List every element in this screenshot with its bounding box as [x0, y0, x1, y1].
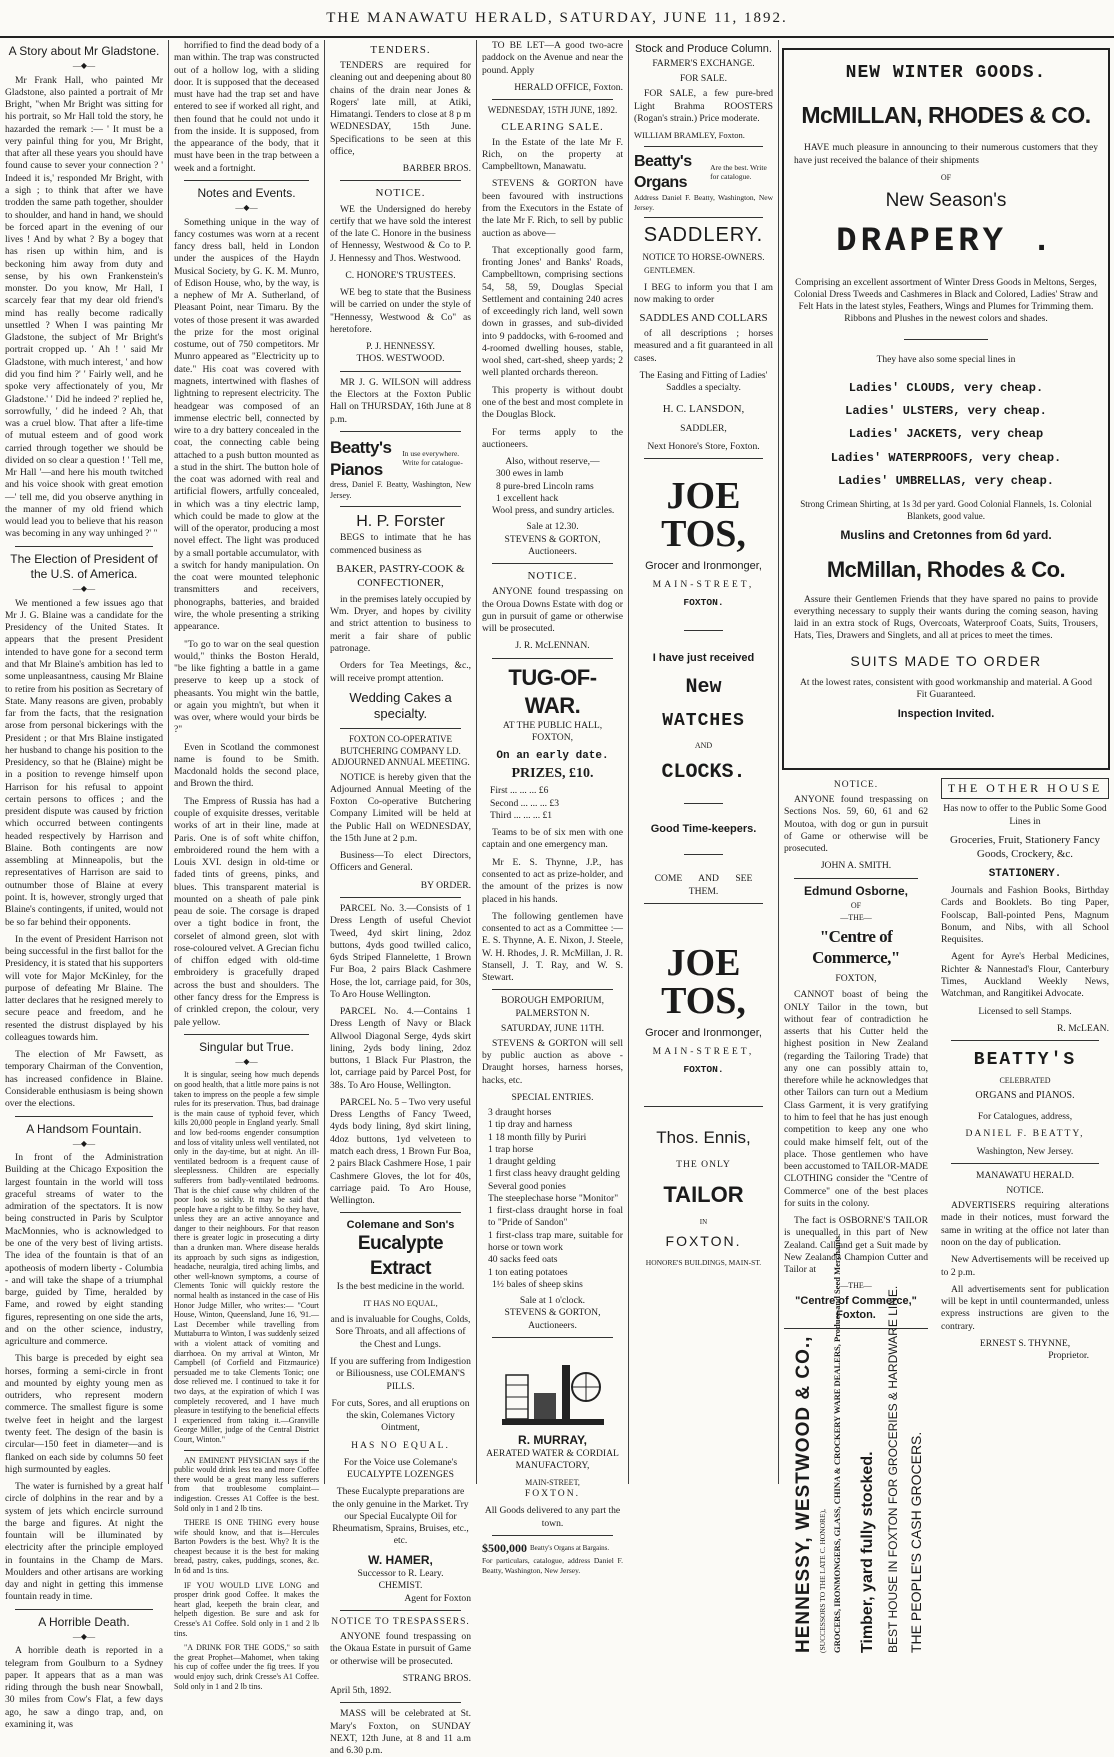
- divider: [340, 897, 461, 898]
- ad-title: CLOCKS.: [661, 760, 746, 784]
- machinery-engraving: [482, 1343, 623, 1429]
- ad-text: Agent for Ayre's Herbal Medicines, Richter & Nannestad's Flour, Canterbury Times, Auckland Weekly News, Watchman, and Rangitikei Advocate.: [941, 951, 1109, 1000]
- ad-title: JOE TOS,: [661, 941, 746, 1022]
- ad-address: dress, Daniel F. Beatty, Washington, New Jersey.: [330, 480, 471, 500]
- article-text: It is singular, seeing how much depends on good health, that a little more pains is not taken to impress on the people a few simple rules for its preservation. Thus, bad drainage is the main cause of typhoid fever, which kills 20,000 people in England yearly. Small and low bed-rooms engender consumption and loss of vitality unless well ventilated, not only in the day-time, but at night. An ill-ventilated bedroom is a frequent cause of sleeplessness. Children are especially sufferers from badly-ventilated bedrooms. That is the chief cause why children of the poor look so sickly. It may be said that people have a right to be filthy. So they have, unless they are an active annoyance and danger to their neighbours. For that reason there is greater logic in prosecuting a dirty than a drunken man. Where disease heralds its approach by such signs as indigestion, headache, neuralgia, tired aching limbs, and other well-known symptoms, a course of Clements Tonic will quickly restore the normal health as instanced in the case of His Honor Judge Miller, who writes:— "Court House, Winton, Queensland, June 16, '91.—Last December while travelling from Muttaburra to Winton, I was suddenly seized with a violent attack of vomiting and diarrhoea. On my arrival at Winton, Mr Campbell (of Corfield and Fitzmaurice) persuaded me to take Clements Tonic; one dose relieved me. I continued to take it for two days, at the expiration of which I was completely recovered, and I have much pleasure in testifying to the beneficial effects I experienced from taking it.—Granville George Miller, judge of the Central District Court, Winton.": [174, 1070, 319, 1444]
- divider: [184, 1450, 309, 1451]
- divider: [951, 1163, 1099, 1164]
- ad-signature: H. C. LANSDON,: [662, 403, 745, 416]
- list-item: 40 sacks feed oats: [488, 1254, 558, 1266]
- column-4: [477, 40, 628, 1575]
- sale-heading: SPECIAL ENTRIES.: [511, 1092, 594, 1103]
- ad-text: Has now to offer to the Public Some Good Lines in: [943, 803, 1107, 827]
- notice-heading: NOTICE.: [1006, 1186, 1044, 1197]
- column-3: [325, 40, 476, 1757]
- notice-text: That exceptionally good farm, fronting Jones' and Banks' Roads, Campbelltown, comprising sections 54, 58, 59, Douglas Special Settlement and containing 240 acres of exceedingly rich land, well sown down in grasses, and sub-divided into 9 paddocks, with 6-roomed and 4-roomed dwelling houses, stable, wool shed, cart-shed, sheep yards; 2 well planted orchards thereon.: [482, 244, 623, 379]
- notice-heading: ADJOURNED ANNUAL MEETING.: [331, 757, 470, 768]
- article-heading: A Handsom Fountain.: [26, 1121, 142, 1136]
- ad-line: Ladies' UMBRELLAS, very cheap.: [837, 474, 1055, 489]
- ad-text: FOR SALE, a few pure-bred Light Brahma ROOSTERS (Rogan's strain.) Price moderate.: [634, 88, 773, 124]
- vertical-ad-title: Timber, yard fully stocked.: [859, 1451, 876, 1653]
- divider: [492, 99, 613, 100]
- notice-heading: MANAWATU HERALD.: [976, 1170, 1074, 1181]
- ad-text: For cuts, Sores, and all eruptions on the skin, Colemanes Victory Ointment,: [331, 1397, 470, 1434]
- ad-text: CANNOT boast of being the ONLY Tailor in the town, but without fear of contradiction he asserts that his Cutter held the highest position in New Zealand (regarding the Tailoring Trade) that any one can possibly attain to, therefore while he acknowledges that other Tailors can turn out a Medium Class Garment, it is very gratifying to him to feel that he has just enough competition to keep any one who could make himself felt, out of the place. Those gentlemen who have been accustomed to TAILOR-MADE CLOTHING consider the "Centre of Commerce" one of the best places for suits in the colony.: [784, 989, 928, 1209]
- notice-signature: STEVENS & GORTON, Auctioneers.: [504, 533, 601, 557]
- article-text: Something unique in the way of fancy costumes was worn at a recent fancy dress ball, held in London under the auspices of the Haydn Musical Society, by G. K. M. Munro, of Edison House, who, by the way, is a nephew of Mr A. Sutherland, of Pleasant Point, near Timaru. By the votes of those present it was awarded the prize for the most original costume, out of 750 competitors. Mr Munro appeared as "Electricity up to date." His coat was covered with magnets, intertwined with flashes of lightning to represent electricity. The headgear was composed of an immense electric bell, connected by wire to a dry battery concealed in the coat, the connecting cable being attached to a push button mounted as a stud in the shirt. The button hole of the coat was adorned with real and artificial flowers, artfully concealed, in which was a tiny electric lamp, which could be made to glow at the will of the operator, producing a most novel effect. The light was produced by a small portable accumulator, with a switch for handy manipulation. On the coat were mounted telephonic transmitters and receivers, phonographs, batteries, and braided wire, the whole presenting a striking appearance.: [174, 216, 319, 633]
- divider: [684, 630, 723, 631]
- ad-title: TAILOR: [663, 1182, 744, 1208]
- notice-text: Sale at 1 o'clock.: [519, 1295, 586, 1307]
- masthead-title: THE MANAWATU HERALD, SATURDAY, JUNE 11, 1892.: [326, 10, 788, 26]
- ad-title: Edmund Osborne,: [803, 883, 908, 898]
- ad-text: DANIEL F. BEATTY,: [965, 1128, 1085, 1140]
- notice-heading: NOTICE.: [833, 780, 879, 790]
- ad-text: CELEBRATED: [999, 1076, 1051, 1086]
- divider: [340, 180, 461, 181]
- sale-heading: BOROUGH EMPORIUM, PALMERSTON N.: [501, 996, 604, 1019]
- notice-heading: NOTICE TO TRESPASSERS.: [331, 1616, 470, 1627]
- divider: [15, 546, 153, 547]
- ad-text: The following gentlemen have consented to act as a Committee :— E. S. Thynne, A. E. Nixon, J. Steele, W. H. Rhodes, J. R. McMillan, J. R. Stansell, J. T. Ray, and W. S. Stewart.: [482, 910, 623, 984]
- column-heading: Stock and Produce Column.: [635, 43, 772, 55]
- ad-title: Thos. Ennis,: [656, 1128, 751, 1148]
- ad-subtitle: Muslins and Cretonnes from 6d yard.: [840, 528, 1052, 543]
- ad-text: The Easing and Fitting of Ladies' Saddles a specialty.: [639, 369, 768, 394]
- ad-title: McMILLAN, RHODES & CO.: [801, 102, 1091, 129]
- ad-title: STATIONERY.: [988, 868, 1062, 881]
- ad-signature: WILLIAM BRAMLEY, Foxton.: [634, 130, 745, 141]
- ad-address: Address Daniel F. Beatty, Washington, New Jersey.: [634, 193, 773, 212]
- divider: [340, 506, 461, 507]
- ad-subtitle: Wedding Cakes a specialty.: [349, 689, 452, 722]
- list-item: 8 pure-bred Lincoln rams: [496, 480, 594, 492]
- article-heading: A Horrible Death.: [38, 1614, 130, 1629]
- ad-text: Good Time-keepers.: [650, 823, 757, 836]
- advert-text: "A DRINK FOR THE GODS," so saith the great Prophet—Mahomet, when taking his cup of coffee under the fig trees. If you would enjoy such, drink Cresse's A1 Coffee. Sold only in 1 and 2 lb tins.: [174, 1643, 319, 1691]
- ad-text: Mr E. S. Thynne, J.P., has consented to act as prize-holder, and the amount of the prizes is now placed in his hands.: [482, 856, 623, 905]
- list-item: 1 first-class draught horse in foal to "Pride of Sandon": [488, 1205, 623, 1229]
- ad-subtitle: Grocer and Ironmonger,: [645, 1026, 762, 1039]
- divider: [644, 903, 763, 904]
- article-text: Even in Scotland the commonest name is found to be Smith. Macdonald holds the second place, and Brown the third.: [174, 741, 319, 790]
- ad-subtitle: Grocer and Ironmonger,: [645, 560, 762, 573]
- sale-heading: CLEARING SALE.: [501, 120, 604, 133]
- notice-text: ANYONE found trespassing on Sections Nos. 59, 60, 61 and 62 Moutoa, with dog or gun in pursuit of Game or otherwise will be prosecuted.: [784, 794, 928, 855]
- ad-text: FOXTON.: [665, 1232, 742, 1249]
- ad-title: THE OTHER HOUSE: [941, 778, 1109, 799]
- column-1: [0, 40, 168, 1730]
- ornament-rule: —◆—: [235, 1057, 258, 1067]
- list-item: 300 ewes in lamb: [496, 468, 564, 480]
- list-item: 1 first class heavy draught gelding: [488, 1168, 620, 1180]
- ad-text: For Catalogues, address,: [977, 1111, 1073, 1123]
- ad-title: BEATTY'S: [973, 1050, 1077, 1071]
- ad-text: HONORE'S BUILDINGS, MAIN-ST.: [645, 1258, 762, 1268]
- ad-title: "Centre of Commerce,": [795, 1294, 917, 1307]
- notice-signature: Proprietor.: [1048, 1350, 1089, 1362]
- notice-signature: THOS. WESTWOOD.: [356, 353, 445, 365]
- ad-title: New: [685, 675, 722, 699]
- prize-row: First ... ... ... £6: [490, 785, 549, 797]
- article-text: horrified to find the dead body of a man within. The trap was constructed out of a hollow log, with a sliding door. It is supposed that the deceased must have had the trap set and have entered to see if worked all right, and then found that he could not undo it from the inside. It is supposed, from the appearance of the body, that it must have been in the trap between a week and a fortnight.: [174, 40, 319, 174]
- ad-signature: R. McLEAN.: [1057, 1022, 1109, 1034]
- ad-text: in the premises lately occupied by Wm. Dryer, and hopes by civility and strict attention to business to merit a fair share of public patronage.: [330, 593, 471, 654]
- list-item: 3 draught horses: [488, 1107, 552, 1119]
- ad-text: FOXTON.: [683, 597, 724, 609]
- ad-subtitle: SUITS MADE TO ORDER: [850, 652, 1042, 669]
- notice-signature: JOHN A. SMITH.: [820, 860, 892, 872]
- list-item: The steeplechase horse "Monitor": [488, 1192, 619, 1204]
- ad-text: Journals and Fashion Books, Birthday Cards and Booklets. Bo ting Paper, Foolscap, Ball-pointed Pens, Magnum Bonum, and Nibs, with all School Requisites.: [941, 885, 1109, 946]
- ad-text: MAIN-STREET,: [652, 1045, 755, 1057]
- notice-text: In the Estate of the late Mr F. Rich, on the property at Campbelltown, Manawatu.: [482, 136, 623, 173]
- notice-heading: FOXTON CO-OPERATIVE BUTCHERING COMPANY LD.: [340, 734, 461, 756]
- vertical-ad-text: THE PEOPLE'S CASH GROCERS.: [908, 1431, 924, 1653]
- notice-text: MR J. G. WILSON will address the Electors at the Foxton Public Hall on THURSDAY, 16th June at 8 p.m.: [330, 376, 471, 425]
- ad-side-text: In use everywhere. Write for catalogue-: [402, 449, 463, 467]
- advert-text: AN EMINENT PHYSICIAN says if the public would drink less tea and more Coffee there would be a great many less sufferers from that troublesome complaint—indigestion. Cresses A1 Coffee is the best. Sold only in 1 and 2 lb tins.: [174, 1455, 319, 1513]
- section-heading: FARMER'S EXCHANGE.: [652, 59, 755, 70]
- ad-subtitle: PRIZES, £10.: [511, 766, 594, 782]
- divider: [184, 1034, 309, 1035]
- ad-side-text: Are the best. Write for catalogue.: [710, 163, 767, 181]
- notice-signature: STEVENS & GORTON, Auctioneers.: [504, 1307, 601, 1331]
- notice-text: MASS will be celebrated at St. Mary's Foxton, on SUNDAY NEXT, 12th June, at 8 and 11 a.m and 6.30 p.m.: [330, 1708, 471, 1757]
- sale-date: WEDNESDAY, 15TH JUNE, 1892.: [487, 105, 618, 116]
- article-text: The Empress of Russia has had a couple of exquisite dresses, veritable works of art in their line, made at Paris. One is of soft white chiffon, embroidered round the hem with a Louis XVI. design in old-time or faded tints of greens, pinks, and blues. This transparent material is mounted on a sheath of pale pink peau de soie. The corsage is draped over a tight bodice in front, the corselet of almond green, slot with rose-coloured velvet. A Grecian fichu of chiffon edged with old-time embroidery is gracefully draped across the bust and shoulders. The other fancy dress for the Empress is of crinkled crepon, the colour, very pale yellow.: [174, 795, 319, 1028]
- ad-text: PARCEL No. 3.—Consists of 1 Dress Length of useful Cheviot Tweed, 4yd skirt lining, 2doz buttons, 4yds good twilled calico, 6yds Striped Flannelette, 1 Brown Fur Boa, 2 pairs Black Cashmere Hose, the lot, carriage paid, for 30s, To Aro House Wellington.: [330, 902, 471, 1000]
- notice-text: STEVENS & GORTON have been favoured with instructions from the Executors in the Estate of the late Mr F. Rich, to sell by public auction as above—: [482, 178, 623, 239]
- ad-title: WATCHES: [662, 711, 745, 732]
- notice-text: This property is without doubt one of the best and most complete in the Douglas Block.: [482, 384, 623, 421]
- article-text: The water is furnished by a great half circle of dolphins in the rear and by a system of jets which encircle surround the barge and figures. At night the fountain will be illuminated by electricity after the principle employed in fountains in the Champ de Mars. Moulders and other artisans are working day and night in getting this immense fountain ready in time.: [5, 1481, 163, 1603]
- prize-row: Second ... ... ... £3: [490, 797, 560, 809]
- machine-illustration-icon: [498, 1345, 608, 1429]
- article-text: The election of Mr Fawsett, as temporary Chairman of the Convention, has increased confidence in Blaine. Considerable enthusiasm is being shown over the elections.: [5, 1049, 163, 1110]
- divider: [492, 658, 613, 659]
- article-text: Mr Frank Hall, who painted Mr Gladstone, also painted a portrait of Mr Bright, "when Mr Bright was sitting for his portrait, so Mr Hall told the story, he hazarded the remark :— ' It must be a very painful thing for you, Mr Bright, that after all these years you should have found cause to sever your connection ? ' Indeed it is,' responded Mr Bright, with a sigh ; to think that after we have trodden the same path together, shoulder to shoulder, and hand in hand, we should be forced apart in the evening of our lives ! And by what ? By a bogey that has risen up within him, and is beckoning him away from duty and sense, by his own Frankenstein's monster. Do you know, Mr Hall, I scarcely fear that my dear old friend's mind has really become radically unsettled ? When I was painting Mr Gladstone, the subject of Mr Bright's portrait cropped up. ' Ah ! ' said Mr Gladstone, with much interest, ' and how did you find him ?' ' Fairly well, and he spoke very affectionately of you, Mr Gladstone.' ' Did he indeed ?' replied he, sorrowfully, ' did he indeed ? Ah, that was a cruel blow. That after a life-time of mutual esteem and of good work carried through together we should be divided on so clear a question ! ' Tell me, Mr Hall '—and here his mouth twitched and his voice shook with great emotion —' tell me, did you observe anything in the manner of my old friend which would lead you to believe that his reason was becoming in any way unhinged ?' ": [5, 74, 163, 540]
- ad-text: MAIN-STREET,: [525, 1477, 580, 1487]
- list-item: 1½ bales of sheep skins: [492, 1278, 583, 1290]
- divider: [644, 1106, 763, 1107]
- ad-text: I BEG to inform you that I am now making to order: [634, 281, 773, 305]
- ad-text: GENTLEMEN.: [644, 266, 695, 276]
- divider: [684, 854, 723, 855]
- ad-line: Ladies' WATERPROOFS, very cheap.: [830, 450, 1062, 465]
- beatty-pianos-ad: [330, 437, 471, 481]
- ad-title: TUG-OF-WAR.: [508, 664, 597, 718]
- vertical-ad-text: (SUCCESSORS TO THE LATE C. HONORE),: [818, 1508, 827, 1653]
- ornament-rule: —◆—: [235, 203, 258, 213]
- ad-text: I have just received: [652, 651, 755, 664]
- ad-title: H. P. Forster: [356, 512, 445, 530]
- ad-title: Colemane and Son's: [346, 1219, 455, 1232]
- ad-title: SADDLERY.: [643, 224, 764, 247]
- ad-text: Orders for Tea Meetings, &c., will receive prompt attention.: [330, 660, 471, 684]
- divider: [684, 803, 723, 804]
- ad-line: Ladies' JACKETS, very cheap: [848, 427, 1044, 442]
- ad-text: HAVE much pleasure in announcing to their numerous customers that they have just received the balance of their shipments: [794, 143, 1098, 166]
- ad-text: and is invaluable for Coughs, Colds, Sore Throats, and all affections of the Chest and Lungs.: [330, 1314, 471, 1350]
- advert-text: THERE IS ONE THING every house wife should know, and that is—Hercules Barton Powders is the best. Why? It is the cheapest because it is the best for making bread, pastry, cakes, puddings, scones, &c. In 6d and 1s tins.: [174, 1518, 319, 1576]
- list-item: 1 draught gelding: [488, 1156, 556, 1168]
- ad-text: HAS NO EQUAL.: [351, 1439, 450, 1451]
- notice-text: TENDERS are required for cleaning out and deepening about 80 chains of the drain near Jones & Rogers' late mill, at Atiki, Himatangi. Tenders to close at 8 p m WEDNESDAY, 15th June. Specifications to be seen at this office,: [330, 60, 471, 157]
- vertical-ad-title: HENNESSY, WESTWOOD & CO.,: [793, 1335, 814, 1653]
- divider: [340, 431, 461, 432]
- article-heading: A Story about Mr Gladstone.: [8, 44, 160, 58]
- sale-date: SATURDAY, JUNE 11TH.: [500, 1023, 605, 1034]
- divider: [794, 878, 918, 879]
- notice-text: TO BE LET—A good two-acre paddock on the Avenue and near the pound. Apply: [482, 40, 623, 76]
- ornament-rule: —◆—: [72, 1138, 96, 1148]
- list-item: 1 18 month filly by Puriri: [488, 1131, 587, 1143]
- ad-text: Comprising an excellent assortment of Winter Dress Goods in Meltons, Serges, Colonial Dress Tweeds and Cashmeres in Black and Colored, Ladies' Straw and Felt Hats in the latest styles, Feathers, Wings and Plumes for Trimming them. Ribbons and Plushes in the newest colors and shades.: [794, 277, 1098, 325]
- ad-text: AT THE PUBLIC HALL, FOXTON,: [502, 719, 603, 744]
- ad-subtitle: NOTICE TO HORSE-OWNERS.: [642, 251, 765, 262]
- divider: [492, 1535, 613, 1536]
- ad-text: At the lowest rates, consistent with good workmanship and material. A Good Fit Guaranteed.: [799, 677, 1093, 700]
- ornament-rule: —◆—: [72, 584, 96, 594]
- article-text: A horrible death is reported in a telegram from Goulburn to a Sydney paper. It appears that as a man was riding through the bush near Snowball, 30 miles from Cow's Flat, a few days ago, he saw a dingo trap, and, on examining it, was: [5, 1645, 163, 1730]
- ad-subtitle: SADDLES AND COLLARS: [639, 312, 768, 325]
- notice-date: April 5th, 1892.: [330, 1685, 392, 1697]
- ad-text: Assure their Gentlemen Friends that they have spared no pains to provide everything necessary to supply their wants during the coming season, having laid in an extra stock of Rugs, Overcoats, Waterproof Coats, Suits, Trousers, Hats, Ties, Drawers and Singlets, and all at prices to meet the times.: [794, 594, 1098, 642]
- ornament-rule: —◆—: [72, 61, 96, 71]
- ad-address: For particulars, catalogue, address Daniel F. Beatty, Washington, New Jersey.: [482, 1556, 623, 1575]
- notice-signature: P. J. HENNESSY.: [366, 341, 435, 353]
- ad-text: Teams to be of six men with one captain and one emergency man.: [482, 827, 623, 851]
- notice-signature: C. HONORE'S TRUSTEES.: [345, 269, 456, 281]
- notice-text: NOTICE is hereby given that the Adjourned Annual Meeting of the Foxton Co-operative Butchering Company Limited will be held at the Public Hall on WEDNESDAY, the 15th June at 2 p.m.: [330, 771, 471, 844]
- divider: [492, 1337, 613, 1338]
- column-2: [169, 40, 324, 1691]
- divider: [340, 1702, 461, 1703]
- article-text: In the event of President Harrison not being successful in the first ballot for the Presidency, it is stated that his supporters will vote for Major McKinley, for the purpose of defeating Mr Blaine. The latter declares that he resigned merely to secure peace and freedom, and he resented the distrust displayed by his colleagues towards him.: [5, 933, 163, 1043]
- ad-title: Beatty's Organs: [634, 153, 692, 191]
- divider: [904, 339, 988, 340]
- ad-text: Is the best medicine in the world.: [336, 1281, 465, 1293]
- notice-text: Sale at 12.30.: [526, 521, 579, 533]
- mcmillan-advert: [782, 48, 1110, 770]
- notice-text: All advertisements sent for publication will be kept in until countermanded, unless express instructions are given to the contrary.: [941, 1283, 1109, 1332]
- notice-text: WE beg to state that the Business will be carried on under the style of "Hennessy, Westwood & Co" as heretofore.: [330, 287, 471, 335]
- divider: [644, 458, 763, 459]
- notice-signature: HERALD OFFICE, Foxton.: [514, 81, 623, 93]
- beatty-organs-ad: [482, 1541, 623, 1556]
- prize-row: Third ... ... ... £1: [490, 809, 553, 821]
- notice-text: Business—To elect Directors, Officers and General.: [330, 850, 471, 874]
- ad-text: The fact is OSBORNE'S TAILOR is unequalled in this part of New Zealand. Call and get a Suit made by New Zealand's Champion Cutter and Tailor at: [784, 1215, 928, 1276]
- list-item: Several good ponies: [488, 1180, 566, 1192]
- list-item: 1 trap horse: [488, 1143, 534, 1155]
- divider: [15, 1116, 153, 1117]
- ad-text: OF: [850, 901, 862, 911]
- article-heading: Singular but True.: [199, 1039, 294, 1054]
- ad-subtitle: BAKER, PASTRY-COOK & CONFECTIONER,: [336, 562, 465, 589]
- ad-line: Ladies' CLOUDS, very cheap.: [848, 380, 1044, 395]
- ad-side-text: Beatty's Organs at Bargains.: [530, 1543, 610, 1552]
- notice-text: ANYONE found trespassing on the Oroua Downs Estate with dog or gun in pursuit of game or otherwise will be prosecuted.: [482, 586, 623, 635]
- divider: [644, 217, 763, 218]
- notice-signature: ERNEST S. THYNNE,: [979, 1337, 1071, 1349]
- divider: [184, 180, 309, 181]
- beatty-organs-ad: [634, 152, 773, 193]
- notice-text: New Advertisements will be received up to 2 p.m.: [941, 1254, 1109, 1278]
- divider: [492, 989, 613, 990]
- ad-text: All Goods delivered to any part the town.: [484, 1505, 621, 1529]
- divider: [784, 1328, 928, 1329]
- ad-text: They have also some special lines in: [876, 355, 1016, 366]
- ad-text: Next Honore's Store, Foxton.: [647, 440, 760, 452]
- article-text: We mentioned a few issues ago that Mr J. G. Blaine was a candidate for the Presidency of the United States. It appears that the present President intended to have gone for a second term and that Mr Blaine's ambition has led to some unpleasantness, causing Mr Blaine to retire from his position as Secretary of State. Many reasons are given, probably far from the facts, that the resignation arose from personal bickerings with the President ; or that Mrs Blaine instigated her husband to change his position to the Presidency, so that he (Blaine) might be in a position to revenge himself upon Harrison for his refusal to appoint certain persons to offices ; and the president dispute was caused by friction which occurred between contingents headed respectively by Harrison and Blaine. Both contingents are now assembling at Minneapolis, but the representatives of Harrison are said to outnumber those of Blaine at every point. It is, however, strongly urged that Blaine's contingents, if united, would not be so far behind their opponents.: [5, 597, 163, 928]
- ad-title: Foxton.: [836, 1308, 876, 1321]
- ad-text: FOXTON.: [524, 1487, 581, 1499]
- notice-text: STEVENS & GORTON will sell by public auction as above - Draught horses, harness horses, hacks, etc.: [482, 1037, 623, 1086]
- notice-signature: BARBER BROS.: [402, 163, 471, 175]
- notice-heading: NOTICE.: [527, 570, 578, 583]
- list-item: Wool press, and sundry articles.: [492, 505, 615, 517]
- column-8: [936, 776, 1114, 1484]
- ad-title: $500,000: [482, 1540, 527, 1555]
- section-heading: FOR SALE.: [680, 74, 727, 85]
- notice-signature: J. R. McLENNAN.: [515, 640, 590, 652]
- ad-text: Washington, New Jersey.: [976, 1145, 1074, 1157]
- ad-title: NEW WINTER GOODS.: [845, 63, 1047, 83]
- ad-text: For the Voice use Colemane's EUCALYPTE LOZENGES: [343, 1456, 458, 1481]
- ad-title: New Season's: [885, 190, 1007, 212]
- ad-text: COME AND SEE THEM.: [654, 873, 753, 897]
- vertical-ad-text: GROCERS, IRONMONGERS, GLASS, CHINA & CROCKERY WARE DEALERS, Produce and Seed Merchants.: [832, 1233, 842, 1653]
- ad-subtitle: On an early date.: [496, 750, 609, 763]
- divider: [340, 1610, 461, 1611]
- notice-text: Also, without reserve,—: [505, 456, 600, 468]
- ad-text: Strong Crimean Shirting, at 1s 3d per yard. Good Colonial Flannels, 1s. Colonial Blankets, good value.: [800, 499, 1092, 521]
- notice-heading: TENDERS.: [370, 44, 431, 56]
- list-item: 1 excellent hack: [496, 492, 559, 504]
- ad-text: —THE—: [840, 913, 872, 923]
- ad-text: AND: [694, 741, 713, 751]
- ad-text: If you are suffering from Indigestion or Biliousness, use COLEMAN'S PILLS.: [330, 1355, 471, 1392]
- divider: [644, 146, 763, 147]
- list-item: 1 ton eating potatoes: [488, 1266, 568, 1278]
- ad-text: FOXTON,: [835, 973, 877, 985]
- list-item: 1 first-class trap mare, suitable for horse or town work: [488, 1229, 623, 1253]
- ad-text: PARCEL No. 5 – Two very useful Dress Lengths of Fancy Tweed, 4yds body lining, 8yd skirt lining, 4doz buttons, 1yd velveteen to match each dress, 1 Brown Fur Boa, 2 pairs Black Cashmere Hose, 1 pair Cashmere Gloves, the lot for 40s, carriage paid. To Aro House, Wellington.: [330, 1096, 471, 1207]
- ad-text: CHEMIST.: [378, 1580, 423, 1592]
- notice-text: ADVERTISERS requiring alterations made in their notices, must forward the same in writing at the office not later than noon on the day of publication.: [941, 1200, 1109, 1249]
- vertical-ad-text: BEST HOUSE IN FOXTON FOR GROCERIES & HARDWARE LINE.: [886, 1285, 900, 1653]
- ad-text: —THE—: [840, 1281, 872, 1291]
- ad-title: Beatty's Pianos: [330, 437, 392, 479]
- divider: [340, 371, 461, 372]
- ad-title: R. MURRAY,: [518, 1432, 587, 1447]
- article-text: This barge is preceded by eight sea horses, forming a semi-circle in front and mounted by eighty young men as outriders, who represent modern commerce. The smallest figure is some twelve feet in height and the largest twenty feet. The design of the basin is circular—150 feet in diameter—and is flanked on each side by columns 50 feet high surmounted by eagles.: [5, 1353, 163, 1475]
- article-heading: The Election of President of the U.S. of America.: [10, 551, 158, 582]
- ad-text: ORGANS and PIANOS.: [975, 1090, 1075, 1102]
- ad-line: Ladies' ULSTERS, very cheap.: [845, 403, 1047, 418]
- notice-text: ANYONE found trespassing on the Okaua Estate in pursuit of Game or otherwise will be prosecuted.: [330, 1631, 471, 1667]
- article-text: In front of the Administration Building at the Chicago Exposition the largest fountain in the world will toss graceful streams of water to the admiration of the spectators. It is now being constructed in Paris by Sculptor MacMonnies, who is acknowledged to be one of the very best of living artists. The idea of the fountain is that of an apotheosis of modern liberty - Columbia - and will take the shape of a triumphal barge, guided by Time, heralded by Fame, and rowed by eight standing figures, representing on one side the arts, and on the other science, industry, agriculture and commerce.: [5, 1152, 163, 1348]
- article-text: "To go to war on the seal question would," thinks the Boston Herald, "be like fighting a battle in a game preserve to keep up a stock of pheasants. You might win the battle, or again you mightn't, but when it was over, where would your birds be ?": [174, 638, 319, 736]
- advert-text: IF YOU WOULD LIVE LONG and prosper drink good Coffee. It makes the heart glad, keepeth the brain clear, and helpeth digestion. Be sure and ask for Cresse's A1 Coffee. Sold only in 1 and 2 lb tins.: [174, 1580, 319, 1638]
- masthead: [0, 0, 1114, 38]
- ad-title: JOE TOS,: [661, 475, 746, 556]
- ad-subtitle: Inspection Invited.: [897, 707, 995, 720]
- ad-title: "Centre of Commerce,": [812, 926, 900, 968]
- ad-text: Successor to R. Leary.: [357, 1568, 444, 1580]
- divider: [951, 1040, 1099, 1041]
- ad-text: THE ONLY: [676, 1159, 731, 1171]
- ad-title: McMillan, Rhodes & Co.: [826, 556, 1066, 582]
- notice-text: For terms apply to the auctioneers.: [482, 426, 623, 450]
- ad-subtitle: Groceries, Fruit, Stationery Fancy Goods, Crockery, &c.: [950, 833, 1100, 860]
- list-item: 1 tip dray and harness: [488, 1119, 573, 1131]
- ad-text: OF: [940, 172, 952, 182]
- column-5: [629, 40, 778, 1484]
- ad-text: IT HAS NO EQUAL,: [363, 1298, 438, 1309]
- divider: [15, 1609, 153, 1610]
- ad-title: W. HAMER,: [368, 1552, 433, 1567]
- divider: [340, 1212, 461, 1213]
- ad-text: BEGS to intimate that he has commenced business as: [330, 532, 471, 556]
- ad-text: Licensed to sell Stamps.: [978, 1005, 1072, 1017]
- notice-signature: STRANG BROS.: [402, 1672, 471, 1684]
- ad-text: AERATED WATER & CORDIAL MANUFACTORY,: [486, 1448, 619, 1472]
- column-7: [779, 776, 933, 1653]
- ad-text: Agent for Foxton: [404, 1592, 471, 1604]
- notice-heading: NOTICE.: [375, 187, 426, 200]
- ad-title: Eucalypte Extract: [357, 1233, 444, 1279]
- ad-text: These Eucalypte preparations are the only genuine in the Market. Try our Special Eucalypte Oil for Rheumatism, Sprains, Bruises, etc., etc.: [332, 1486, 469, 1547]
- divider: [340, 728, 461, 729]
- ad-text: PARCEL No. 4.—Contains 1 Dress Length of Navy or Black Allwool Diagonal Serge, 4yds skirt lining, 2yds body lining, 2doz buttons, 1 Black Fur Plastron, the lot, carriage paid by Parcel Post, for 38s. To Aro House, Wellington.: [330, 1006, 471, 1091]
- ornament-rule: —◆—: [72, 1632, 96, 1642]
- notice-signature: BY ORDER.: [420, 879, 471, 891]
- ad-title: DRAPERY .: [836, 223, 1056, 262]
- ad-text: MAIN-STREET,: [652, 579, 755, 591]
- ad-text: of all descriptions ; horses measured and a fit guaranteed in all cases.: [634, 328, 773, 364]
- article-heading: Notes and Events.: [197, 185, 296, 200]
- ad-text: FOXTON.: [683, 1064, 724, 1076]
- ad-text: SADDLER,: [680, 422, 727, 434]
- divider: [492, 563, 613, 564]
- notice-text: WE the Undersigned do hereby certify that we have sold the interest of the late C. Honore in the business of Hennessy, Westwood & Co to P. J. Hennessy and Thos. Westwood.: [330, 203, 471, 264]
- ad-text: IN: [699, 1217, 708, 1226]
